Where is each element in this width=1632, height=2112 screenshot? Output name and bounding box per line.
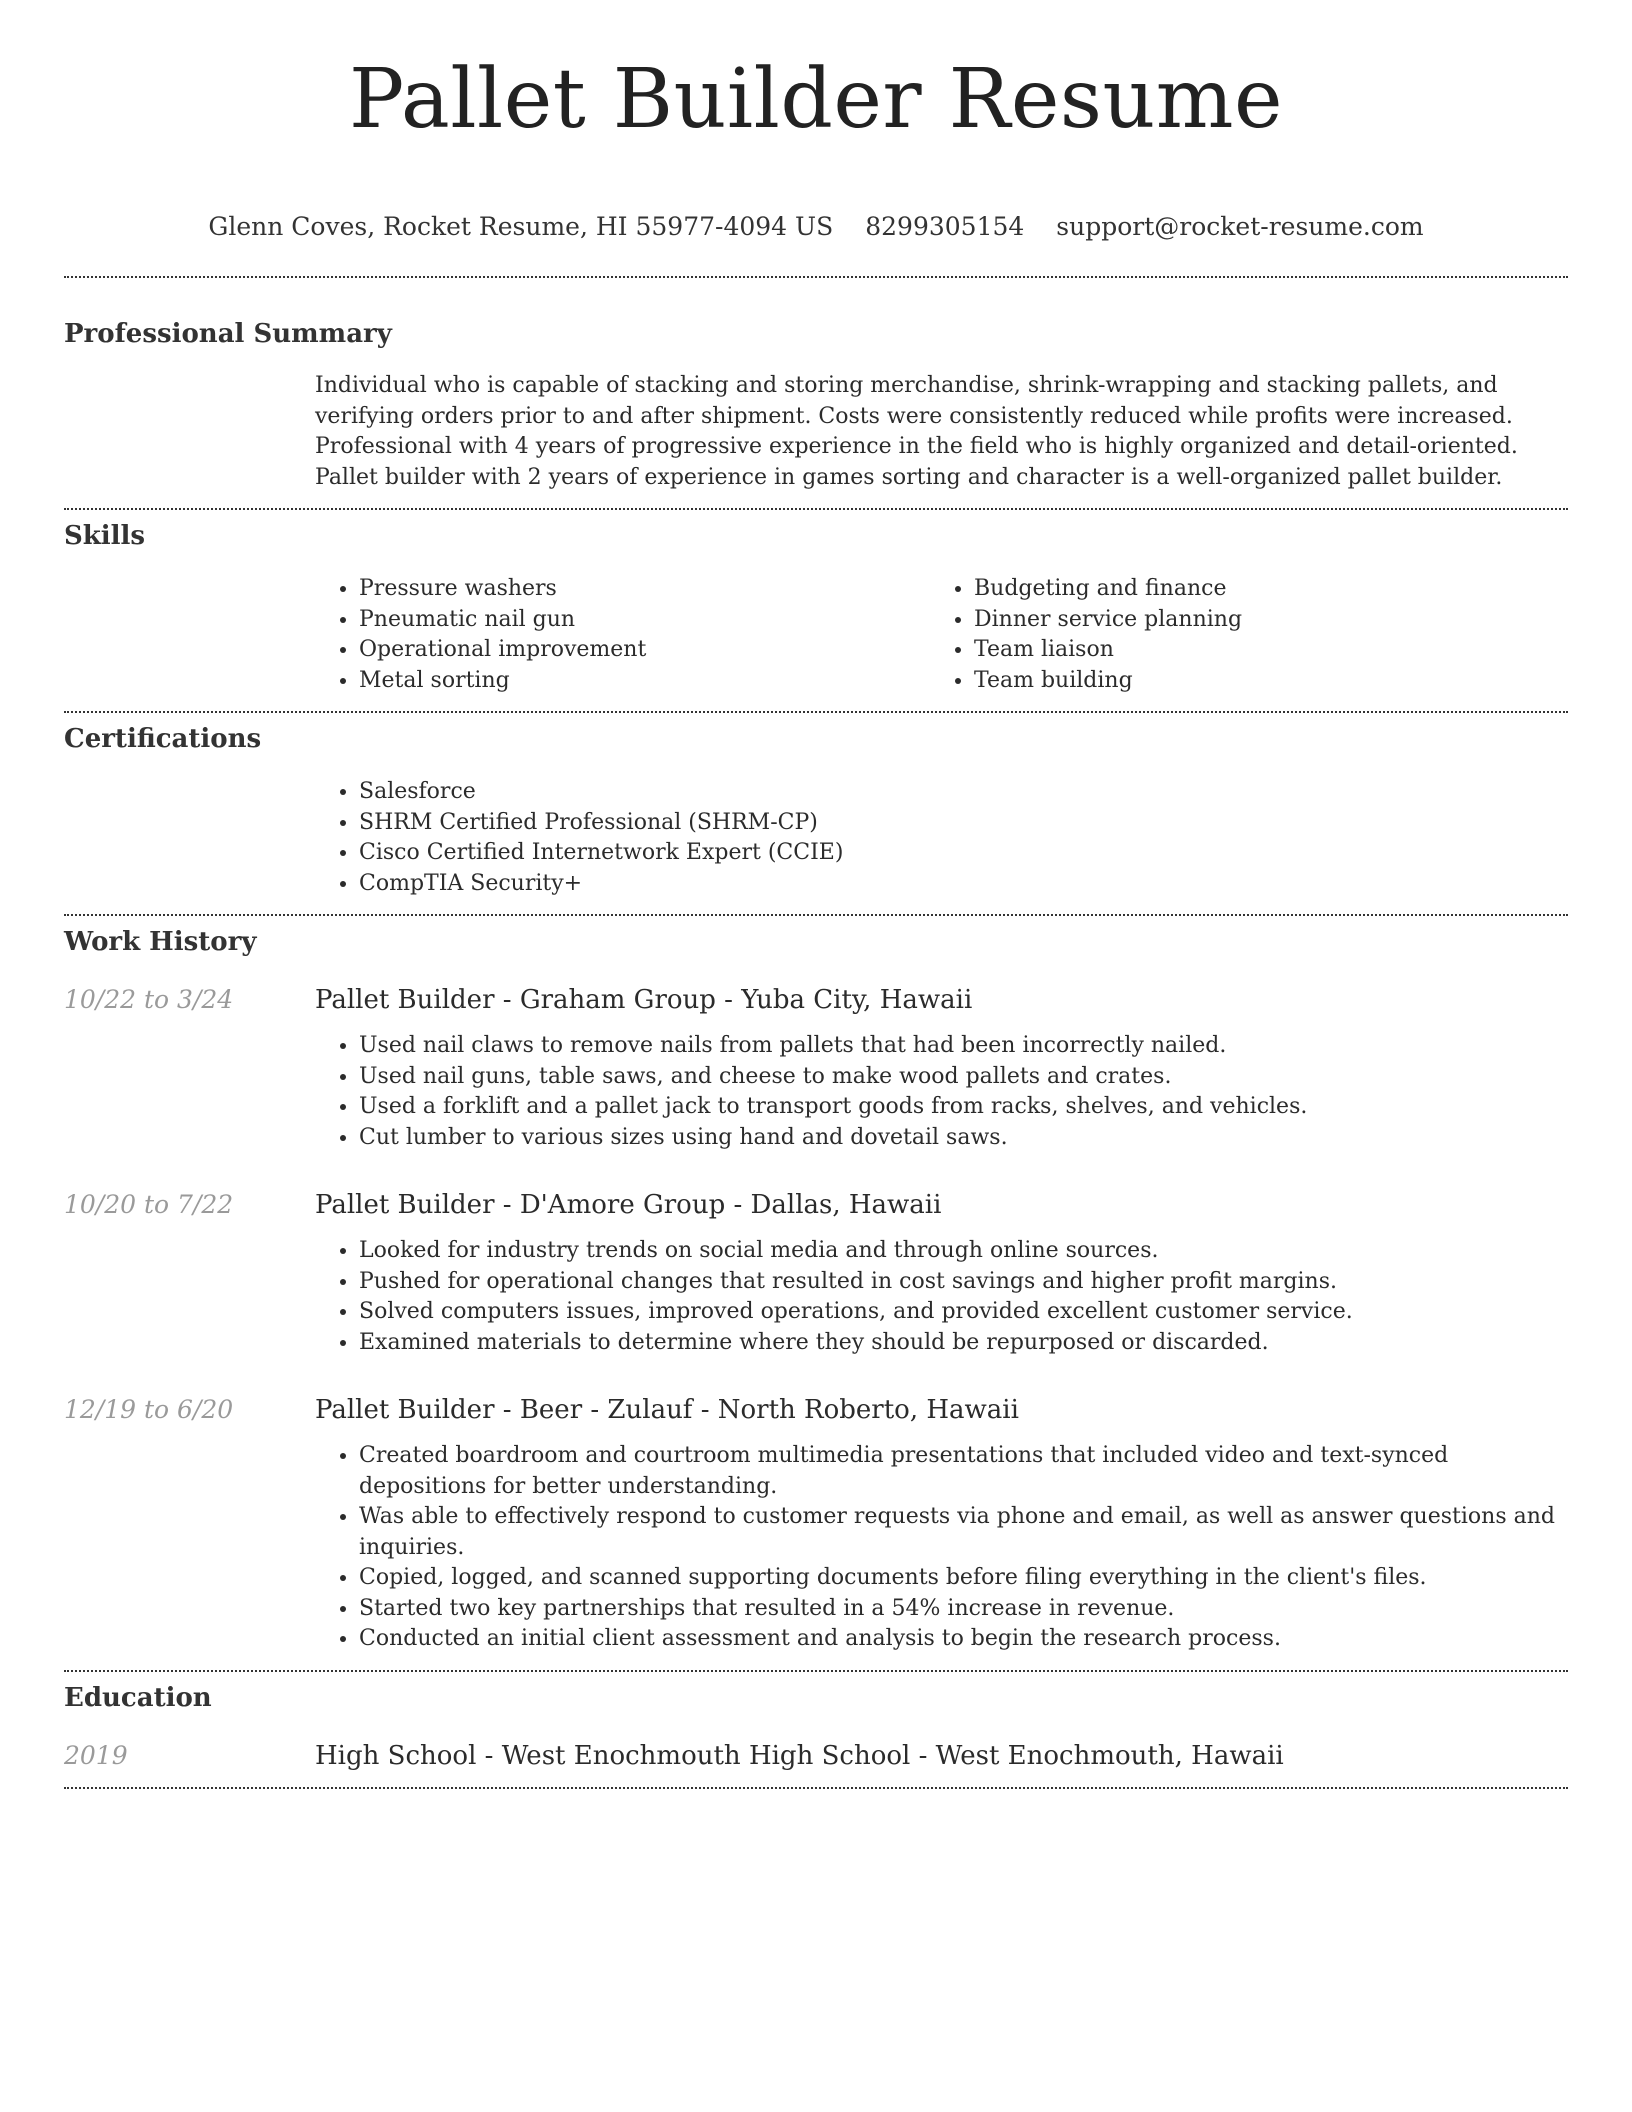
certifications-section <box>64 723 1568 899</box>
skills-heading: Skills <box>64 521 146 551</box>
job-dates: 10/22 to 3/24 <box>64 985 234 1014</box>
divider <box>64 1670 1568 1672</box>
job-duty: • Used a forklift and a pallet jack to transport goods from racks, shelves, and vehicles. <box>359 1092 1568 1123</box>
job-entry <box>64 1394 1568 1655</box>
job-title: Pallet Builder - Beer - Zulauf - North Roberto, Hawaii <box>315 1395 1019 1425</box>
education-heading: Education <box>64 1682 212 1713</box>
job-header <box>64 1189 1568 1221</box>
job-duties <box>315 1236 1568 1358</box>
skill-item: • Team liaison <box>974 635 1545 666</box>
skills-section <box>64 520 1568 696</box>
job-duty: • Used nail claws to remove nails from pallets that had been incorrectly nailed. <box>359 1031 1568 1062</box>
job-duty: • Was able to effectively respond to customer requests via phone and email, as well as answer questions and inquiries. <box>359 1502 1568 1563</box>
skill-item: • Operational improvement <box>359 635 930 666</box>
skill-item: • Metal sorting <box>359 666 930 697</box>
education-year: 2019 <box>64 1740 128 1770</box>
certifications-list <box>315 777 1568 899</box>
skill-item: • Pneumatic nail gun <box>359 605 930 636</box>
skills-list <box>315 574 1568 696</box>
skill-item: • Dinner service planning <box>974 605 1545 636</box>
job-duties <box>315 1031 1568 1153</box>
job-duty: • Copied, logged, and scanned supporting documents before filing everything in the client's files. <box>359 1563 1568 1594</box>
certifications-heading: Certifications <box>64 724 262 754</box>
certification-item: • Salesforce <box>359 777 1568 808</box>
job-duty: • Conducted an initial client assessment and analysis to begin the research process. <box>359 1624 1568 1655</box>
skill-item: • Budgeting and finance <box>974 574 1545 605</box>
job-duty: • Used nail guns, table saws, and cheese to make wood pallets and crates. <box>359 1062 1568 1093</box>
job-dates: 12/19 to 6/20 <box>64 1395 234 1424</box>
job-duty: • Started two key partnerships that resulted in a 54% increase in revenue. <box>359 1594 1568 1625</box>
job-entry <box>64 1189 1568 1358</box>
divider <box>64 508 1568 510</box>
job-duty: • Looked for industry trends on social media and through online sources. <box>359 1236 1568 1267</box>
job-duty: • Solved computers issues, improved operations, and provided excellent customer service. <box>359 1297 1568 1328</box>
summary-text: Individual who is capable of stacking and storing merchandise, shrink-wrapping and stacking pallets, and verifying orders prior to and after shipment. Costs were consistently reduced while profits were increased. Professional with 4 years of progressive experience in the field who is highly organized and detail-oriented. Pallet builder with 2 years of experience in games sorting and character is a well-organized pallet builder. <box>315 373 1518 490</box>
job-entry <box>64 984 1568 1153</box>
skills-column-left <box>315 574 930 696</box>
divider <box>64 914 1568 916</box>
education-entry <box>64 1740 1568 1772</box>
job-duties <box>315 1441 1568 1655</box>
job-duty: • Examined materials to determine where they should be repurposed or discarded. <box>359 1328 1568 1359</box>
contact-email[interactable]: support@rocket-resume.com <box>1056 212 1424 241</box>
job-header <box>64 984 1568 1016</box>
work-history-section <box>64 926 1568 1655</box>
contact-address: Glenn Coves, Rocket Resume, HI 55977-4094 US <box>208 212 834 241</box>
job-header <box>64 1394 1568 1426</box>
job-duty: • Cut lumber to various sizes using hand and dovetail saws. <box>359 1123 1568 1154</box>
job-duty: • Created boardroom and courtroom multimedia presentations that included video and text-synced depositions for better understanding. <box>359 1441 1568 1502</box>
skills-column-right <box>930 574 1545 696</box>
summary-section <box>64 318 1568 493</box>
certification-item: • SHRM Certified Professional (SHRM-CP) <box>359 808 1568 839</box>
education-section <box>64 1682 1568 1772</box>
skill-item: • Team building <box>974 666 1545 697</box>
certification-item: • Cisco Certified Internetwork Expert (CCIE) <box>359 838 1568 869</box>
contact-line <box>64 212 1568 242</box>
job-dates: 10/20 to 7/22 <box>64 1190 234 1219</box>
certification-item: • CompTIA Security+ <box>359 869 1568 900</box>
job-title: Pallet Builder - Graham Group - Yuba City, Hawaii <box>315 985 973 1015</box>
resume-title: Pallet Builder Resume <box>348 52 1284 147</box>
summary-heading: Professional Summary <box>64 319 392 349</box>
divider <box>64 1787 1568 1789</box>
work-history-heading: Work History <box>64 927 257 957</box>
job-duty: • Pushed for operational changes that resulted in cost savings and higher profit margins. <box>359 1267 1568 1298</box>
contact-phone: 8299305154 <box>865 212 1025 241</box>
education-title: High School - West Enochmouth High School - West Enochmouth, Hawaii <box>315 1740 1284 1771</box>
skill-item: • Pressure washers <box>359 574 930 605</box>
job-title: Pallet Builder - D'Amore Group - Dallas, Hawaii <box>315 1190 942 1220</box>
divider <box>64 711 1568 713</box>
divider <box>64 276 1568 278</box>
